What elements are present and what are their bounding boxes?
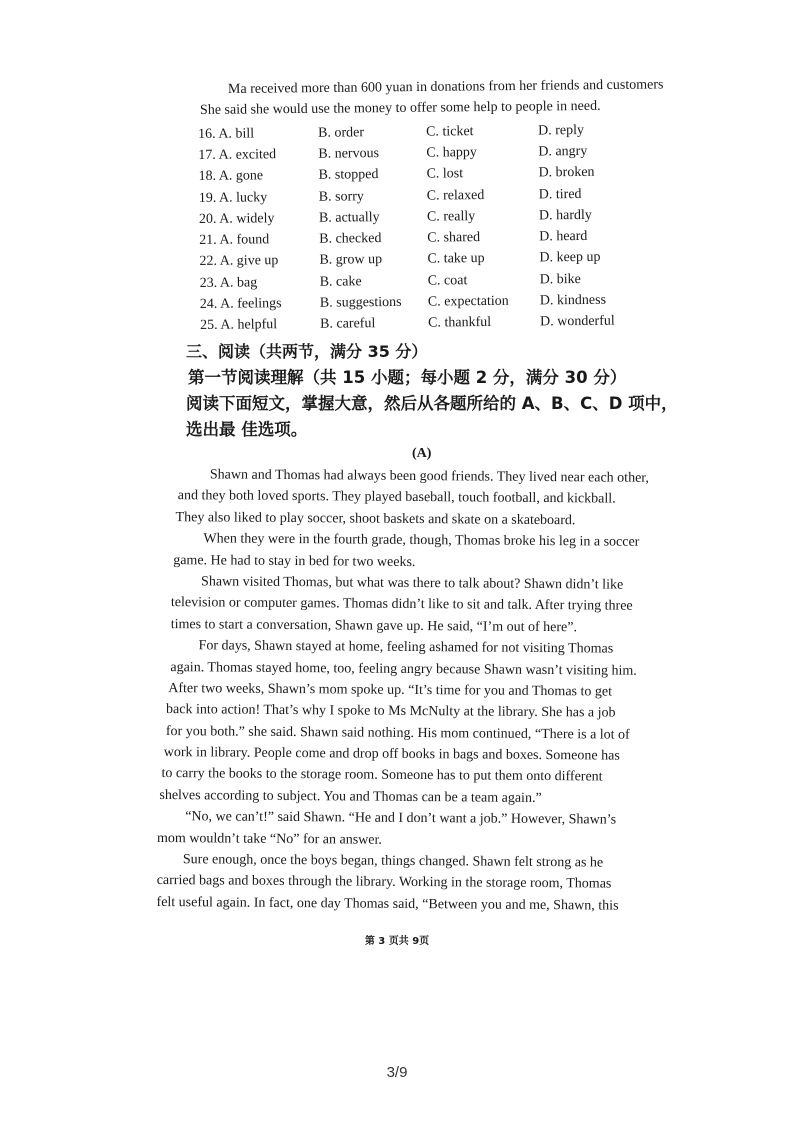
option-a: 16. A. bill: [198, 126, 255, 142]
option-c: C. lost: [426, 166, 464, 182]
passage-line: television or computer games. Thomas didn’t like to sit and talk. After trying three: [170, 595, 633, 615]
option-d: D. kindness: [539, 292, 607, 309]
section-subtitle: 第一节阅读理解（共 15 小题；每小题 2 分，满分 30 分）: [188, 368, 627, 387]
passage-line: again. Thomas stayed home, too, feeling angry because Shawn wasn’t visiting him.: [170, 659, 637, 679]
passage-line: times to start a conversation, Shawn gave up. He said, “I’m out of here”.: [170, 616, 578, 636]
intro-line-2: She said she would use the money to offer some help to people in need.: [199, 98, 601, 118]
option-d: D. wonderful: [540, 313, 615, 330]
option-a: 25. A. helpful: [200, 317, 278, 334]
passage-line: felt useful again. In fact, one day Thomas said, “Between you and me, Shawn, this: [156, 894, 619, 914]
option-b: B. order: [318, 124, 365, 141]
option-c: C. expectation: [427, 293, 509, 310]
passage-line: shelves according to subject. You and Thomas can be a team again.”: [159, 787, 542, 806]
option-d: D. keep up: [539, 250, 601, 266]
passage-line: After two weeks, Shawn’s mom spoke up. “It’s time for you and Thomas to get: [168, 680, 613, 700]
option-d: D. bike: [539, 271, 581, 288]
option-d: D. heard: [539, 229, 588, 245]
option-d: D. tired: [538, 186, 582, 202]
option-c: C. take up: [427, 251, 485, 268]
option-b: B. stopped: [318, 167, 379, 183]
cloze-options-table: [198, 119, 670, 337]
option-b: B. suggestions: [319, 294, 402, 311]
option-b: B. nervous: [318, 146, 380, 162]
option-b: B. careful: [320, 316, 376, 333]
option-b: B. checked: [319, 231, 382, 247]
passage-line: to carry the books to the storage room. Someone has to put them onto different: [161, 766, 603, 785]
reading-passage: [156, 464, 700, 917]
option-c: C. ticket: [426, 123, 474, 140]
passage-line: carried bags and boxes through the library. Working in the storage room, Thomas: [156, 873, 612, 892]
section-title: 三、阅读（共两节，满分 35 分）: [186, 342, 428, 361]
option-b: B. cake: [319, 274, 362, 290]
option-c: C. happy: [426, 145, 477, 161]
passage-line: mom wouldn’t take “No” for an answer.: [157, 830, 382, 848]
option-a: 18. A. gone: [198, 168, 264, 185]
intro-line-1: Ma received more than 600 yuan in donations from her friends and customers: [227, 77, 664, 97]
passage-line: Shawn and Thomas had always been good friends. They lived near each other,: [209, 467, 649, 486]
passage-line: For days, Shawn stayed at home, feeling ashamed for not visiting Thomas: [198, 638, 614, 657]
passage-line: “No, we can’t!” said Shawn. “He and I don’t want a job.” However, Shawn’s: [185, 809, 617, 828]
option-a: 22. A. give up: [199, 253, 279, 270]
option-b: B. grow up: [319, 252, 383, 269]
option-d: D. hardly: [538, 207, 592, 224]
option-a: 24. A. feelings: [199, 296, 282, 313]
passage-line: back into action! That’s why I spoke to Ms McNulty at the library. She has a job: [166, 702, 616, 721]
option-d: D. reply: [538, 122, 585, 139]
passage-line: work in library. People come and drop off books in bags and boxes. Someone has: [163, 745, 620, 764]
page-number: 3/9: [386, 1064, 408, 1081]
option-b: B. actually: [318, 209, 380, 226]
option-c: C. thankful: [428, 315, 492, 331]
passage-line: game. He had to stay in bed for two weeks.: [173, 552, 416, 570]
option-a: 20. A. widely: [198, 211, 275, 227]
page-footer: 第 3 页共 9页: [364, 936, 430, 947]
passage-line: Sure enough, once the boys began, things changed. Shawn felt strong as he: [182, 852, 604, 871]
option-a: 21. A. found: [199, 232, 270, 249]
option-c: C. relaxed: [426, 187, 485, 204]
passage-line: They also liked to play soccer, shoot baskets and skate on a skateboard.: [175, 509, 576, 529]
option-c: C. really: [426, 208, 476, 225]
instruction-line-2: 选出最 佳选项。: [186, 420, 308, 439]
option-c: C. shared: [427, 230, 481, 246]
option-d: D. broken: [538, 165, 595, 181]
passage-line: When they were in the fourth grade, though, Thomas broke his leg in a soccer: [203, 531, 640, 550]
option-b: B. sorry: [318, 188, 364, 205]
option-a: 17. A. excited: [198, 147, 277, 163]
option-c: C. coat: [427, 272, 468, 289]
instruction-line-1: 阅读下面短文，掌握大意，然后从各题所给的 A、B、C、D 项中，: [186, 394, 678, 413]
option-row: [200, 311, 670, 337]
passage-label: (A): [412, 446, 432, 461]
option-d: D. angry: [538, 143, 588, 160]
option-a: 19. A. lucky: [198, 189, 268, 206]
passage-line: Shawn visited Thomas, but what was there to talk about? Shawn didn’t like: [201, 574, 624, 593]
option-a: 23. A. bag: [199, 275, 258, 291]
passage-line: for you both.” she said. Shawn said nothing. His mom continued, “There is a lot of: [165, 723, 630, 743]
passage-line: and they both loved sports. They played baseball, touch football, and kickball.: [177, 488, 616, 507]
